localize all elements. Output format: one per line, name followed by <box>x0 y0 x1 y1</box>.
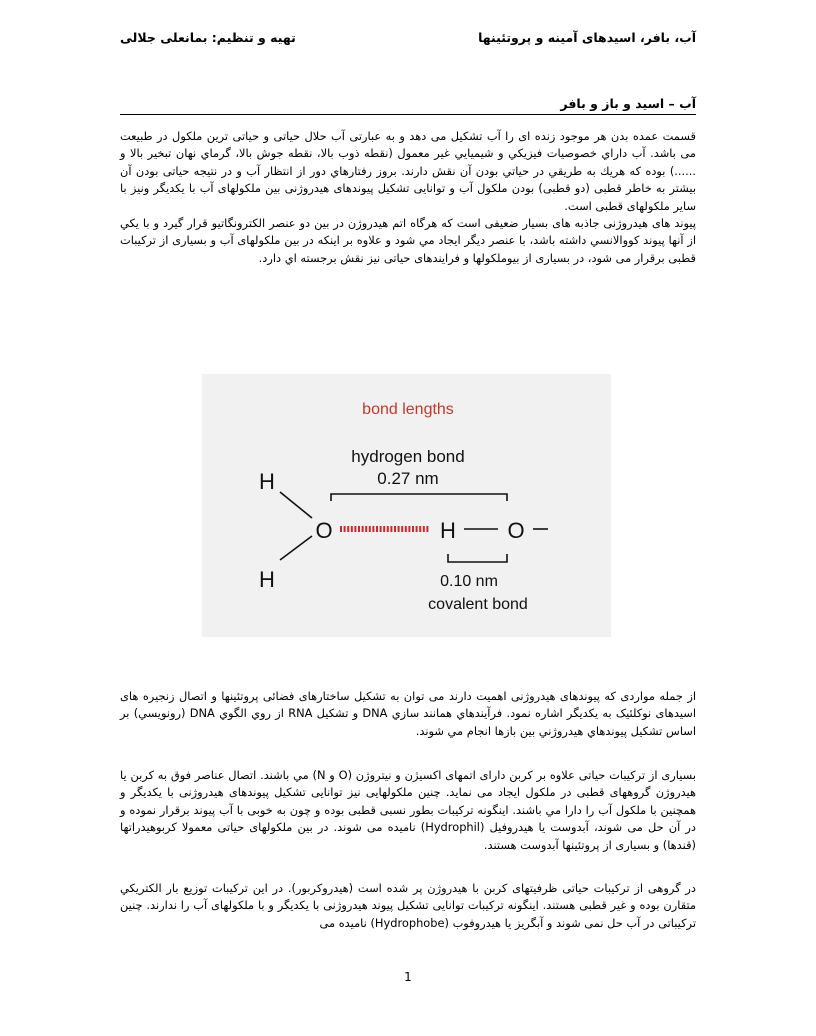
bond-lengths-figure <box>202 374 611 637</box>
covalent-bond-label: covalent bond <box>428 596 528 613</box>
hydrogen-bond-label: hydrogen bond <box>351 447 465 466</box>
page-number: 1 <box>404 970 412 984</box>
bond-lengths-diagram <box>202 374 611 637</box>
hydrogen-bond-bracket <box>331 494 507 501</box>
atom-h-top: H <box>259 469 275 494</box>
paragraph-water-intro <box>120 128 696 267</box>
paragraph-hydrophobic: در گروهی از ترکیبات حیاتی ظرفیتهای کربن با هیدروژن پر شده است (هیدروکربور). در این ترکیبات توزیع بار الكتريكي متقارن بوده و غیر قطبی هستند. اینگونه ترکیبات توانایی تشکیل پیوند هیدروژنی با یکدیگر و با ملکولهای آب را ندارند. چنین ترکیباتی در آب حل نمی شوند و آبگریز یا هیدروفوب (Hydrophobe) نامیده می <box>120 881 696 930</box>
atom-o-left: O <box>315 518 333 543</box>
section-divider <box>120 114 696 115</box>
atom-h-middle: H <box>440 518 456 543</box>
paragraph-text: پیوند های هیدروژنی جاذبه های بسیار ضعیفی است که هرگاه اتم هیدروژن در بین دو عنصر الکترونگاتیو قرار گیرد و با یكي از آنها پيوند كووالانسي داشته باشد، با عنصر ديگر ايجاد مي شود و علاوه بر اينكه در بين ملکولهای آب و بسیاری از ترکیبات قطبی برقرار می شود، در بسیاری از بیوملکولها و فرایندهای حیاتی نیز نقش برجسته اي دارد. <box>120 216 696 265</box>
paragraph-hydrophilic: بسیاری از ترکیبات حیاتی علاوه بر کربن دارای اتمهای اکسیژن و نیتروژن (O و N) مي باشند. اتصال عناصر فوق به کربن یا هیدروژن گروههای قطبی در ملکول ایجاد می نماید. چنین ملکولهایی نیز توانایی تشکیل پیوندهای هیدروژنی با یکدیگر و همچنین با ملکول آب را دارا مي باشند. اینگونه ترکیبات بطور نسبی قطبی بوده و چون به خوبی با آب پیوند برقرار نموده و در آن حل می شوند، آبدوست یا هیدروفیل (Hydrophil) نامیده می شوند. در بین ملکولهای حیاتی معمولا کربوهیدراتها (قندها) و بسیاری از پروتئینها آبدوست هستند. <box>120 768 696 852</box>
figure-title: bond lengths <box>362 401 454 418</box>
header-document-title: آب، بافر، اسیدهای آمینه و پروتئینها <box>478 30 696 45</box>
oh-bond-upper <box>280 492 312 518</box>
paragraph-hydrogen-bond-importance: از جمله مواردی که پیوندهای هیدروژنی اهمیت دارند می توان به تشکیل ساختارهای فضائی پروتئینها و اتصال زنجیره های اسیدهای نوکلئیک به یکدیگر اشاره نمود. فرآيندهاي همانند سازي DNA و تشکیل RNA از روي الگوي DNA (رونويسي) بر اساس تشكيل پيوندهاي هيدروژني بين بازها انجام مي شوند. <box>120 689 696 738</box>
covalent-bond-bracket <box>448 554 507 562</box>
paragraph-text: قسمت عمده بدن هر موجود زنده ای را آب تشکیل می دهد و به عبارتی آب حلال حیاتی و حیاتی ترین ملکول در طبیعت می باشد. آب داراي خصوصيات فيزيكي و شيميايي غير معمول (نقطه ذوب بالا، نقطه جوش بالا، گرماي نهان تبخير بالا و ......) بوده كه هريك به طريقي در حياتي بودن آن نقش دارند. بروز رفتارهاي دور از انتظار آب و در نتیجه حیاتی بودن آن بیشتر به خاطر قطبی (دو قطبی) بودن ملکول آب و توانایی تشکیل پیوندهای هیدروژنی بین ملکولهای آب با یکدیگر ونیز با سایر ملکولهای قطبی است. <box>120 129 696 213</box>
section-title: آب – اسید و باز و بافر <box>560 96 696 111</box>
atom-h-bottom: H <box>259 567 275 592</box>
atom-o-right: O <box>507 518 525 543</box>
covalent-bond-length: 0.10 nm <box>440 573 498 590</box>
hydrogen-bond-length: 0.27 nm <box>377 469 439 488</box>
oh-bond-lower <box>280 536 312 560</box>
header-author-credit: تهیه و تنظیم: بمانعلی جلالی <box>120 30 296 45</box>
